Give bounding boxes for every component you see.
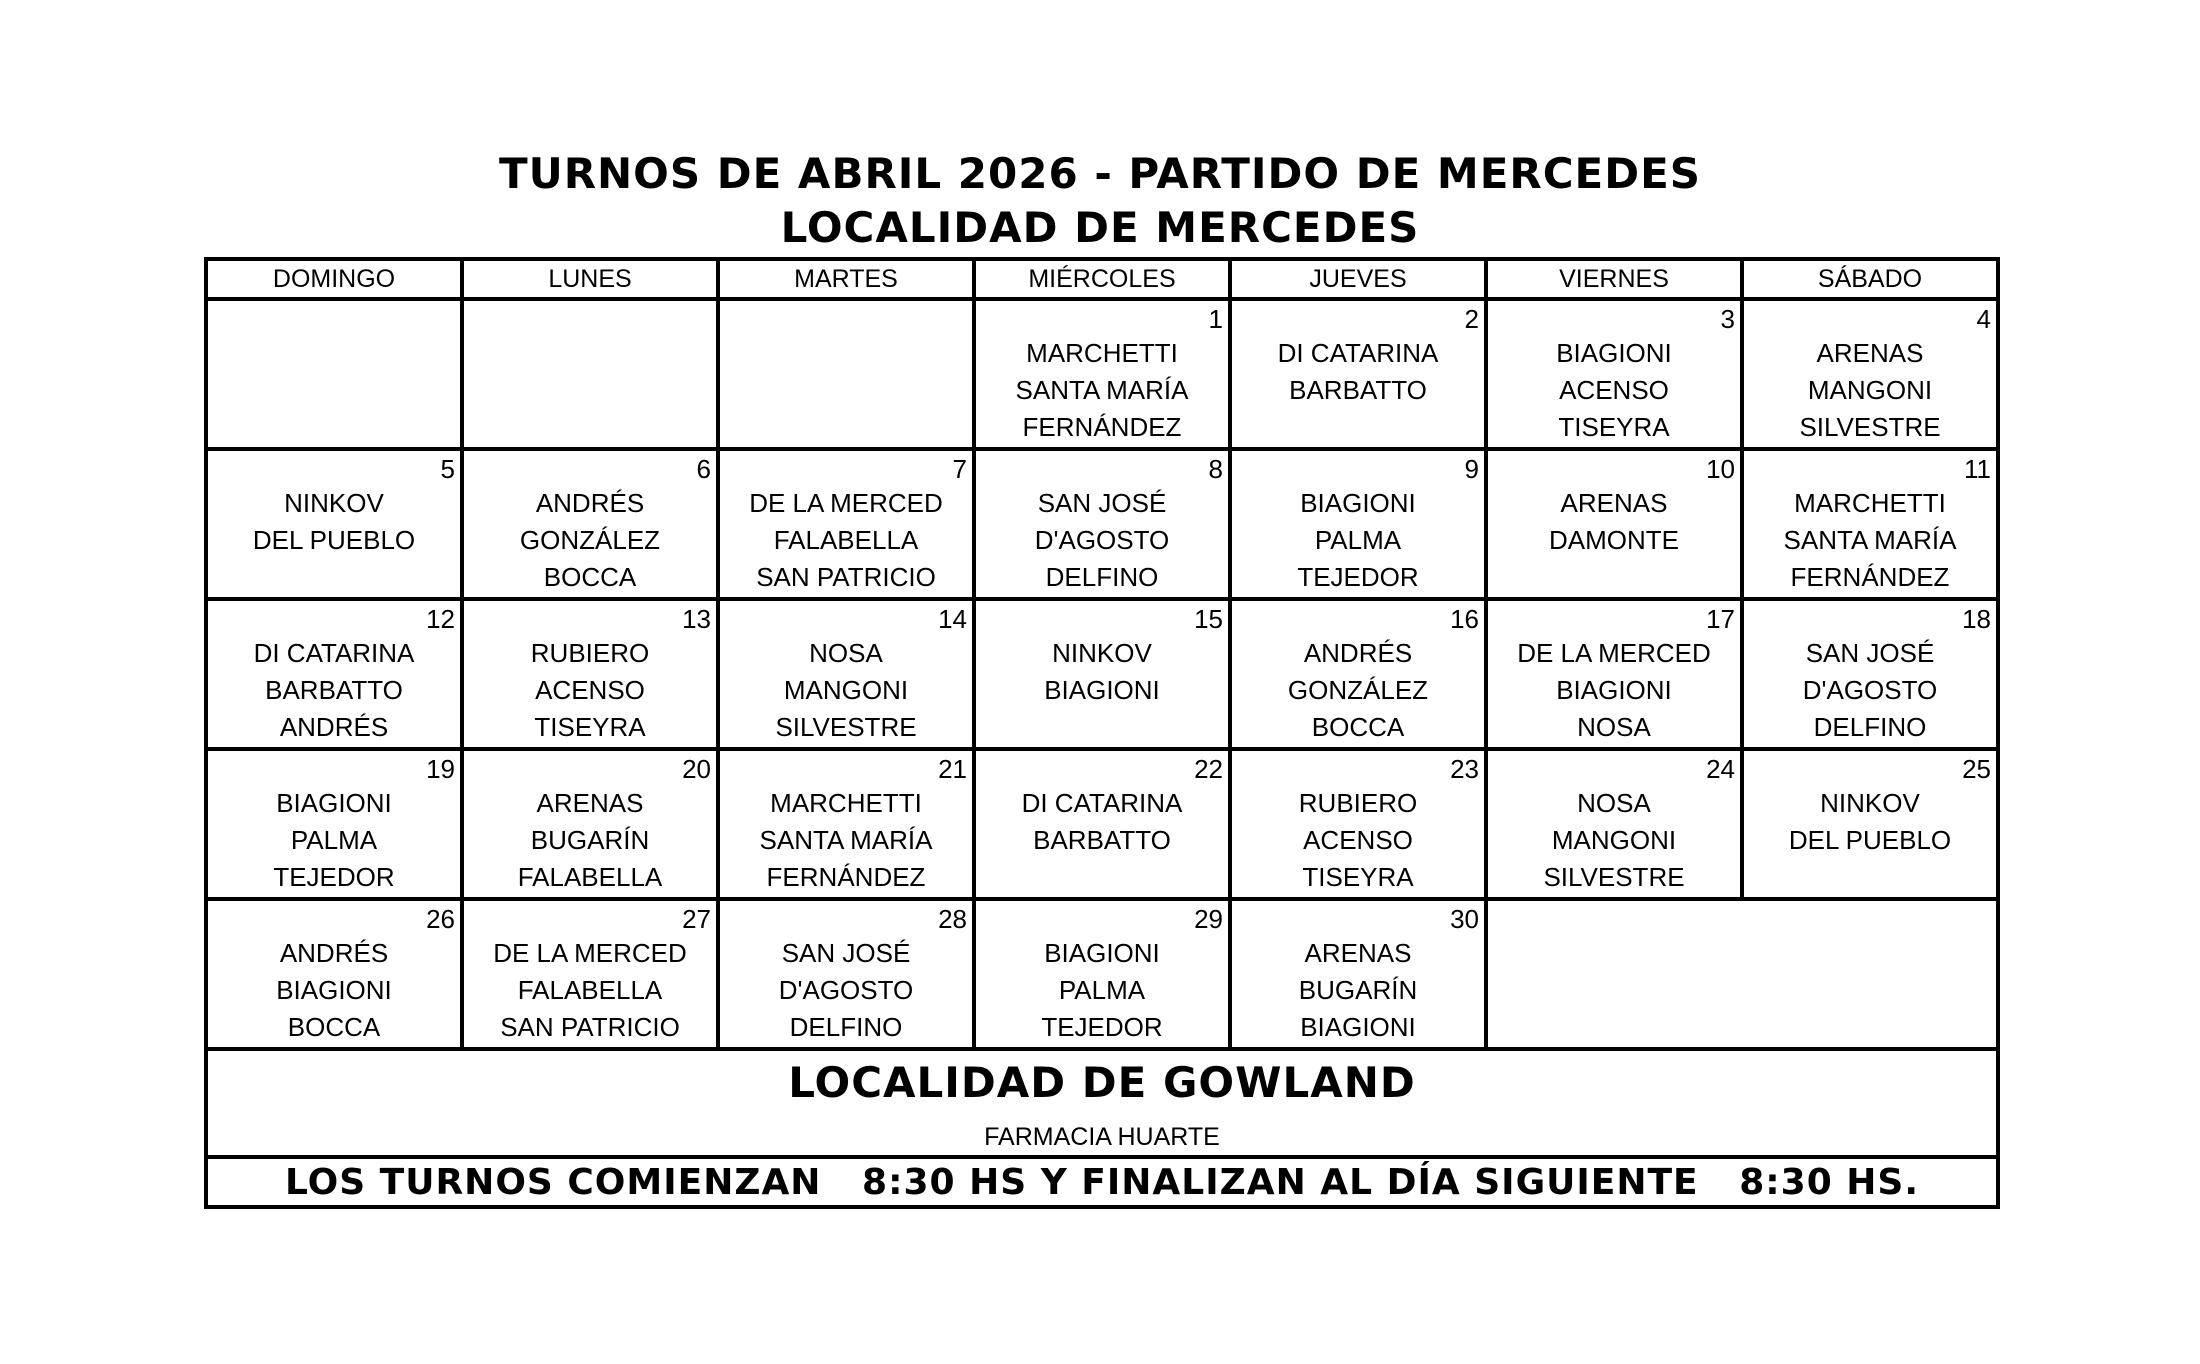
pharmacy-name: DI CATARINA (1277, 338, 1439, 368)
pharmacy-name: DAMONTE (1549, 525, 1679, 555)
pharmacy-name: BIAGIONI (1300, 1012, 1416, 1042)
week-row (206, 599, 1998, 749)
pharmacy-name: ANDRÉS (1303, 638, 1413, 668)
weekday-header: VIERNES (1486, 259, 1742, 299)
day-cell (206, 749, 462, 899)
day-cell (1230, 599, 1486, 749)
day-cell (1742, 749, 1998, 899)
gowland-section (206, 1049, 1998, 1157)
pharmacy-name: DE LA MERCED (1517, 638, 1711, 668)
pharmacy-name: BUGARÍN (530, 825, 650, 855)
day-number: 30 (1450, 904, 1479, 934)
pharmacy-name: SAN PATRICIO (500, 1012, 680, 1042)
duty-calendar (204, 257, 2000, 1209)
day-cell (1486, 749, 1742, 899)
pharmacy-name: SANTA MARÍA (759, 825, 933, 855)
day-number: 23 (1450, 754, 1479, 784)
day-cell (718, 599, 974, 749)
pharmacy-name: DELFINO (1813, 712, 1927, 742)
pharmacy-name: PALMA (1314, 525, 1402, 555)
pharmacy-name: PALMA (1058, 975, 1146, 1005)
pharmacy-name: BIAGIONI (1044, 675, 1160, 705)
day-number (208, 301, 460, 335)
pharmacy-name: BIAGIONI (1044, 938, 1160, 968)
day-number: 22 (1194, 754, 1223, 784)
pharmacy-name: TEJEDOR (273, 862, 395, 892)
pharmacy-name: SILVESTRE (1799, 412, 1941, 442)
pharmacy-name: SAN JOSÉ (1805, 638, 1935, 668)
day-cell (462, 899, 718, 1049)
pharmacy-name: DEL PUEBLO (252, 525, 416, 555)
day-cell (974, 899, 1230, 1049)
weekday-header: LUNES (462, 259, 718, 299)
pharmacy-name: FALABELLA (517, 975, 663, 1005)
pharmacy-name: BOCCA (1311, 712, 1405, 742)
day-cell (1230, 899, 1486, 1049)
pharmacy-name: TISEYRA (534, 712, 646, 742)
day-cell (718, 899, 974, 1049)
schedule-note: LOS TURNOS COMIENZAN 8:30 HS Y FINALIZAN AL DÍA SIGUIENTE 8:30 HS. (206, 1157, 1998, 1207)
pharmacy-name: BIAGIONI (1556, 338, 1672, 368)
pharmacy-name: FERNÁNDEZ (766, 862, 926, 892)
pharmacy-name: PALMA (290, 825, 378, 855)
day-cell (1742, 599, 1998, 749)
day-number: 24 (1706, 754, 1735, 784)
day-number: 11 (1964, 454, 1991, 484)
gowland-row (206, 1049, 1998, 1157)
pharmacy-name: DI CATARINA (1021, 788, 1183, 818)
pharmacy-name: ACENSO (535, 675, 645, 705)
day-cell (718, 749, 974, 899)
day-number: 9 (1464, 454, 1479, 484)
empty-day-cell (718, 299, 974, 449)
pharmacy-name: SAN JOSÉ (781, 938, 911, 968)
day-cell (974, 449, 1230, 599)
pharmacy-name: TEJEDOR (1041, 1012, 1163, 1042)
day-cell (974, 299, 1230, 449)
pharmacy-name: FERNÁNDEZ (1790, 562, 1950, 592)
day-cell (206, 899, 462, 1049)
pharmacy-name: BIAGIONI (276, 975, 392, 1005)
day-number: 8 (1208, 454, 1223, 484)
pharmacy-name: MARCHETTI (1794, 488, 1946, 518)
pharmacy-name: DI CATARINA (253, 638, 415, 668)
day-cell (1742, 449, 1998, 599)
pharmacy-name: ARENAS (1304, 938, 1412, 968)
day-number: 17 (1706, 604, 1735, 634)
day-number: 26 (426, 904, 455, 934)
pharmacy-name: GONZÁLEZ (1287, 675, 1429, 705)
day-cell (1742, 299, 1998, 449)
day-cell (1486, 599, 1742, 749)
gowland-title: LOCALIDAD DE GOWLAND (788, 1058, 1416, 1107)
pharmacy-name: ACENSO (1559, 375, 1669, 405)
pharmacy-name: ARENAS (1560, 488, 1668, 518)
pharmacy-name: ANDRÉS (279, 712, 389, 742)
pharmacy-name: BARBATTO (1033, 825, 1171, 855)
day-number: 29 (1194, 904, 1223, 934)
weekday-header: MARTES (718, 259, 974, 299)
pharmacy-name: MARCHETTI (770, 788, 922, 818)
pharmacy-name: NOSA (1577, 712, 1651, 742)
pharmacy-name: ARENAS (1816, 338, 1924, 368)
pharmacy-name: BOCCA (543, 562, 637, 592)
day-number: 27 (682, 904, 711, 934)
pharmacy-name: D'AGOSTO (1034, 525, 1170, 555)
pharmacy-name: SAN JOSÉ (1037, 488, 1167, 518)
footer-row (206, 1157, 1998, 1207)
day-number: 12 (426, 604, 455, 634)
day-number: 6 (696, 454, 711, 484)
pharmacy-name: SILVESTRE (775, 712, 917, 742)
weekday-header-row (206, 259, 1998, 299)
pharmacy-name: SANTA MARÍA (1783, 525, 1957, 555)
day-cell (206, 449, 462, 599)
pharmacy-name: NINKOV (1052, 638, 1152, 668)
week-row (206, 749, 1998, 899)
pharmacy-name: SANTA MARÍA (1015, 375, 1189, 405)
day-cell (206, 599, 462, 749)
weekday-header: DOMINGO (206, 259, 462, 299)
day-number: 18 (1962, 604, 1991, 634)
page-title: TURNOS DE ABRIL 2026 - PARTIDO DE MERCEDES (498, 149, 1702, 198)
pharmacy-name: DEL PUEBLO (1788, 825, 1952, 855)
day-number: 5 (440, 454, 455, 484)
day-number: 10 (1706, 454, 1735, 484)
day-number: 21 (938, 754, 967, 784)
pharmacy-name: BARBATTO (265, 675, 403, 705)
pharmacy-name: DELFINO (789, 1012, 903, 1042)
pharmacy-name: FALABELLA (773, 525, 919, 555)
pharmacy-name: TISEYRA (1302, 862, 1414, 892)
day-number: 25 (1962, 754, 1991, 784)
day-number: 19 (426, 754, 455, 784)
empty-day-cell (206, 299, 462, 449)
day-number: 3 (1720, 304, 1735, 334)
pharmacy-name: MARCHETTI (1026, 338, 1178, 368)
week-row (206, 449, 1998, 599)
pharmacy-name: DELFINO (1045, 562, 1159, 592)
pharmacy-name: DE LA MERCED (493, 938, 687, 968)
pharmacy-name: ANDRÉS (279, 938, 389, 968)
day-number: 20 (682, 754, 711, 784)
pharmacy-name: NINKOV (1820, 788, 1920, 818)
week-row (206, 899, 1998, 1049)
day-cell (1230, 449, 1486, 599)
day-cell (974, 599, 1230, 749)
pharmacy-name: FERNÁNDEZ (1022, 412, 1182, 442)
day-number: 14 (938, 604, 967, 634)
empty-day-cell (462, 299, 718, 449)
pharmacy-name: ACENSO (1303, 825, 1413, 855)
pharmacy-name: ARENAS (536, 788, 644, 818)
day-number (464, 301, 716, 335)
pharmacy-name: FALABELLA (517, 862, 663, 892)
pharmacy-name: MANGONI (783, 675, 909, 705)
day-cell (1486, 449, 1742, 599)
gowland-pharmacy: FARMACIA HUARTE (984, 1123, 1220, 1151)
pharmacy-name: MANGONI (1807, 375, 1933, 405)
pharmacy-name: BOCCA (287, 1012, 381, 1042)
pharmacy-name: SAN PATRICIO (756, 562, 936, 592)
day-number: 7 (952, 454, 967, 484)
pharmacy-name: BIAGIONI (1556, 675, 1672, 705)
page-subtitle: LOCALIDAD DE MERCEDES (780, 203, 1420, 252)
pharmacy-name: BARBATTO (1289, 375, 1427, 405)
pharmacy-name: GONZÁLEZ (519, 525, 661, 555)
pharmacy-name: BIAGIONI (276, 788, 392, 818)
day-number: 2 (1464, 304, 1479, 334)
day-cell (1486, 299, 1742, 449)
day-number: 15 (1194, 604, 1223, 634)
day-number: 16 (1450, 604, 1479, 634)
day-number: 13 (682, 604, 711, 634)
pharmacy-name: MANGONI (1551, 825, 1677, 855)
weekday-header: SÁBADO (1742, 259, 1998, 299)
pharmacy-name: BIAGIONI (1300, 488, 1416, 518)
day-cell (974, 749, 1230, 899)
day-number: 4 (1976, 304, 1991, 334)
day-cell (718, 449, 974, 599)
pharmacy-name: SILVESTRE (1543, 862, 1685, 892)
pharmacy-name: BUGARÍN (1298, 975, 1418, 1005)
pharmacy-name: DE LA MERCED (749, 488, 943, 518)
pharmacy-name: TISEYRA (1558, 412, 1670, 442)
day-cell (462, 599, 718, 749)
weekday-header: JUEVES (1230, 259, 1486, 299)
day-cell (1230, 749, 1486, 899)
pharmacy-name: TEJEDOR (1297, 562, 1419, 592)
day-cell (1230, 299, 1486, 449)
pharmacy-name: NINKOV (284, 488, 384, 518)
pharmacy-name: NOSA (809, 638, 883, 668)
week-row (206, 299, 1998, 449)
day-number: 1 (1208, 304, 1223, 334)
empty-day-cell (1486, 899, 1998, 1049)
pharmacy-name: D'AGOSTO (778, 975, 914, 1005)
day-number: 28 (938, 904, 967, 934)
day-cell (462, 749, 718, 899)
pharmacy-name: RUBIERO (530, 638, 650, 668)
pharmacy-name: NOSA (1577, 788, 1651, 818)
weekday-header: MIÉRCOLES (974, 259, 1230, 299)
pharmacy-name: ANDRÉS (535, 488, 645, 518)
pharmacy-name: RUBIERO (1298, 788, 1418, 818)
pharmacy-name: D'AGOSTO (1802, 675, 1938, 705)
day-number (720, 301, 972, 335)
day-cell (462, 449, 718, 599)
